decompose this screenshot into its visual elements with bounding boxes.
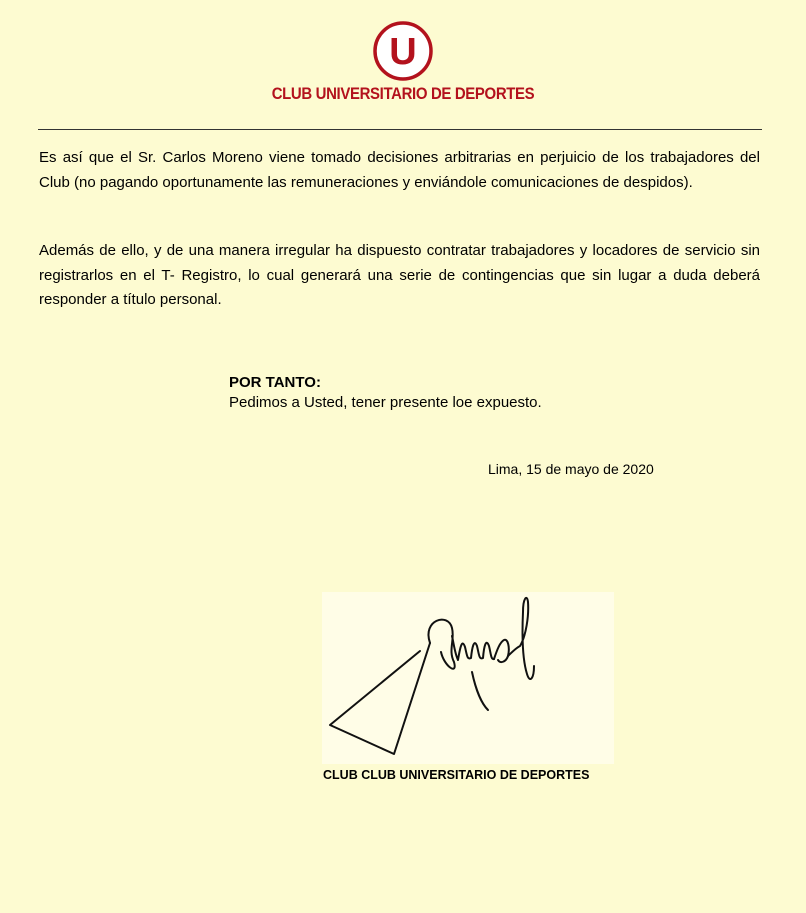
signer-name: CLUB CLUB UNIVERSITARIO DE DEPORTES bbox=[323, 768, 590, 782]
header-divider bbox=[38, 129, 762, 130]
letterhead bbox=[0, 20, 806, 104]
svg-text:U: U bbox=[389, 31, 417, 73]
conclusion-block bbox=[229, 373, 542, 413]
conclusion-text: Pedimos a Usted, tener presente loe expuesto. bbox=[229, 394, 542, 411]
body-paragraph-1: Es así que el Sr. Carlos Moreno viene tomado decisiones arbitrarias en perjuicio de los trabajadores del Club (no pagando oportunamente las remuneraciones y enviándole comunicaciones de despidos). bbox=[39, 149, 760, 191]
conclusion-label: POR TANTO: bbox=[229, 374, 321, 391]
place-date: Lima, 15 de mayo de 2020 bbox=[488, 461, 654, 477]
club-logo-icon bbox=[372, 20, 434, 82]
body-paragraph-2: Además de ello, y de una manera irregular ha dispuesto contratar trabajadores y locadores de servicio sin registrarlos en el T- Registro, lo cual generará una serie de contingencias que sin lugar a duda deberá responder a título personal. bbox=[39, 242, 760, 308]
signature-area bbox=[322, 592, 614, 764]
club-name-heading: CLUB UNIVERSITARIO DE DEPORTES bbox=[271, 84, 535, 103]
handwritten-signature bbox=[322, 592, 614, 764]
